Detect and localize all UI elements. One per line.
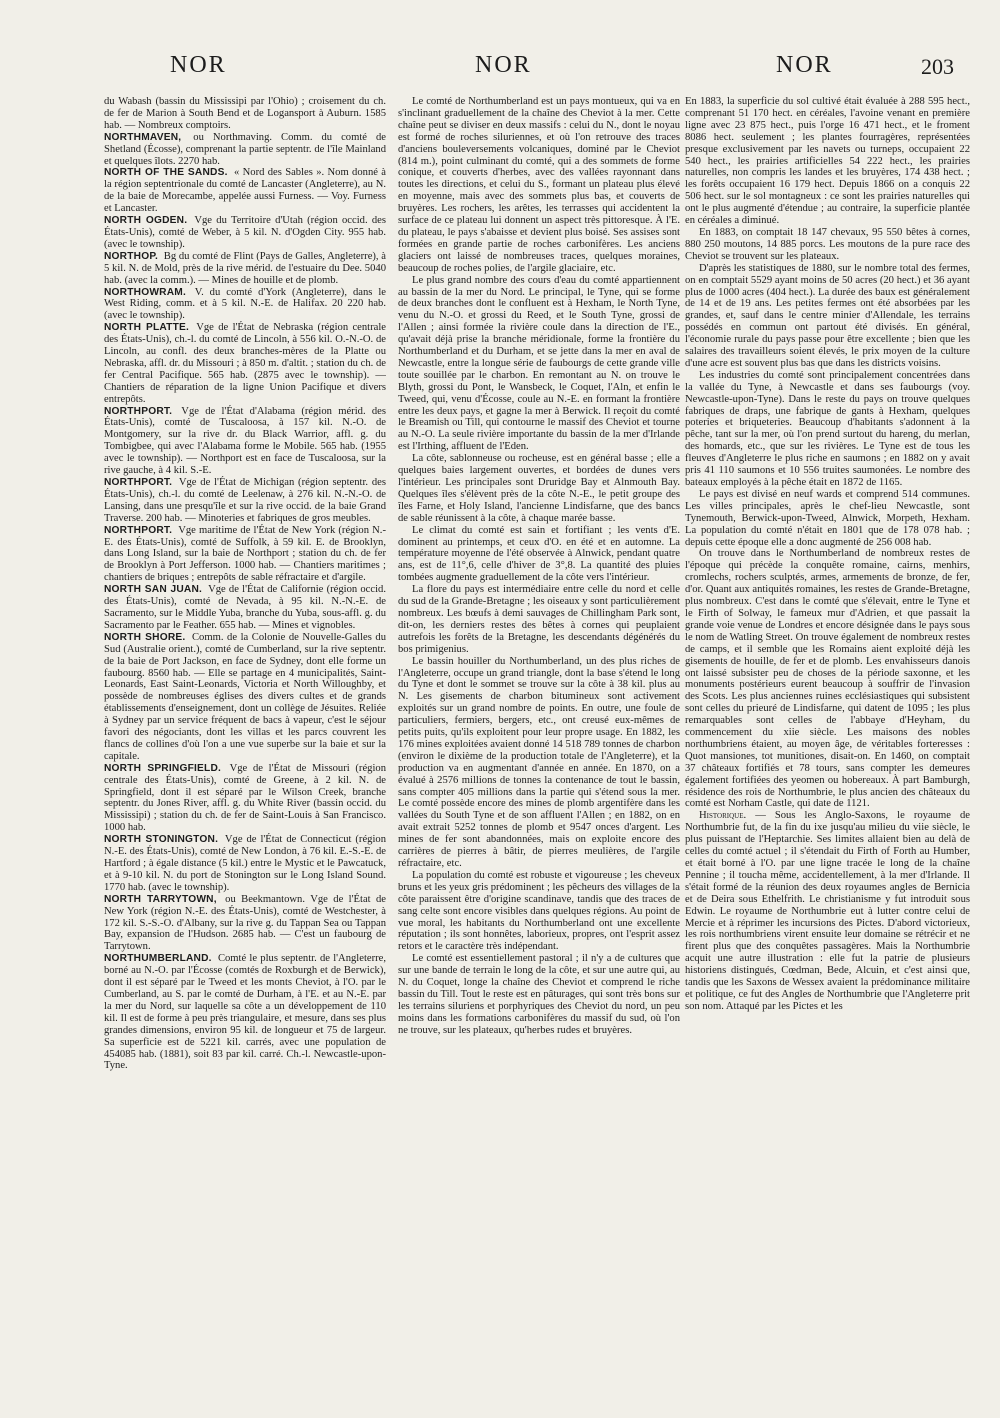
- dictionary-entry: [104, 953, 386, 1072]
- body-paragraph: [398, 870, 680, 953]
- entry-text: ou Beekmantown. Vge de l'État de New York (région N.-E. des États-Unis), comté de Westchester, à 172 kil. S.-S.-O. d'Albany, sur la rive g. du Tappan Sea ou Tappan Bay, expansion de l'Hudson. 2685 hab. — C'est un faubourg de Tarrytown.: [104, 893, 386, 953]
- entry-headword: NORTHMAVEN,: [104, 131, 182, 143]
- entry-text: Vge de l'État de Californie (région occid. des États-Unis), comté de Nevada, à 95 kil. N.-N.-E. de Sacramento, sur le Middle Yuba, branche du Yuba, sous-affl. g. du Sacramento par le Feather. 655 hab. — Mines et vignobles.: [104, 584, 386, 631]
- body-paragraph: [398, 656, 680, 870]
- body-paragraph: [685, 489, 970, 549]
- dictionary-entry: [104, 584, 386, 632]
- entry-text: Vge de l'État de Nebraska (région centrale des États-Unis), ch.-l. du comté de Lincoln, à 556 kil. O.-N.-O. de Lincoln, au confl. des deux branches-mères de la Platte ou Nebraska, affl. dr. du Missouri ; à 850 m. d'altit. ; station du ch. de fer Central Pacifique. 565 hab. (2875 avec le township). — Chantiers de réparation de la ligne Union Pacifique et divers entrepôts.: [104, 322, 386, 405]
- entry-headword: NORTH OGDEN.: [104, 215, 188, 227]
- paragraph-text: En 1883, on comptait 18 147 chevaux, 95 550 bêtes à cornes, 880 250 moutons, 14 885 porcs. Les moutons de la pure race des Cheviot se trouvent sur les plateaux.: [685, 226, 970, 262]
- paragraph-text: Le plus grand nombre des cours d'eau du comté appartiennent au bassin de la mer du Nord. Le principal, le Tyne, qui se forme de deux branches dont le confluent est à Hexham, le North Tyne, venu du N.-O. et grossi du Reed, et le South Tyne, grossi de l'Allen ; ainsi formée la rivière coule dans la direction de l'E., qu'avait déjà prise la branche méridionale, forme la frontière du Northumberland et du Durham, et se jette dans la mer en aval de Newcastle, entre la longue série de faubourgs de cette grande ville toute souillée par le charbon. En remontant au N. on trouve le Blyth, grossi du Pont, le Wansbeck, le Coquet, l'Aln, et enfin le Tweed, qui, venu d'Écosse, coule au N.-E. en formant la frontière entre les deux pays, et gagne la mer à Berwick. Il reçoit du comté le Breamish ou Till, qui contourne le massif des Cheviot et tourne au N.-O. La seule rivière importante du bassin de la mer d'Irlande est l'Irthing, affluent de l'Eden.: [398, 274, 680, 453]
- entry-headword: NORTHPORT.: [104, 477, 173, 488]
- body-paragraph: [398, 584, 680, 655]
- body-paragraph: [685, 548, 970, 810]
- paragraph-text: D'après les statistiques de 1880, sur le nombre total des fermes, on en comptait 5529 ayant moins de 50 acres (20 hect.) et 36 ayant plus de 1000 acres (404 hect.). La durée des baux est généralement de 14 et de 19 ans. Les petites fermes ont été absorbées par les grandes, et, sauf dans le centre minier d'Allendale, les terrains possédés en commun ont partout été divisés. En général, l'économie rurale du pays passe pour être excellente ; bien que les salaires des travailleurs soient élevés, le prix moyen de la culture d'une acre est souvent plus bas que dans les districts voisins.: [685, 262, 970, 369]
- entry-text: Comm. de la Colonie de Nouvelle-Galles du Sud (Australie orient.), comté de Cumberland, sur la rive septentr. de la baie de Port Jackson, en face de Sydney, dont elle forme un faubourg. 8560 hab. — Elle se partage en 4 municipalités, Saint-Leonards, East Saint-Leonards, Victoria et North Willoughby, et possède de nombreuses églises des divers cultes et de grands établissements d'enseignement, dont un collège de Jésuites. Reliée à Sydney par un service fréquent de bacs à vapeur, c'est le séjour favori des négociants, dont les villas et les parcs couvrent les flancs de collines d'où l'on a une vue superbe sur la baie et sur la capitale.: [104, 631, 386, 762]
- section-label: Historique.: [699, 810, 747, 822]
- entry-text: Vge maritime de l'État de New York (région N.-E. des États-Unis), comté de Suffolk, à 59 kil. E. de Brooklyn, dans Long Island, sur la baie de Northport ; station du ch. de fer de Brooklyn à Port Jefferson. 1000 hab. — Chantiers maritimes ; chantiers de briques ; entrepôts de sable réfractaire et d'argile.: [104, 524, 386, 584]
- historique-paragraph: [685, 810, 970, 1012]
- entry-text: ou Northmaving. Comm. du comté de Shetland (Écosse), comprenant la partie septentr. de l'île Mainland et quelques îlots. 2270 hab.: [104, 131, 386, 167]
- entry-headword: NORTH PLATTE.: [104, 322, 190, 334]
- dictionary-entry: [104, 525, 386, 585]
- headword-left: NOR: [170, 52, 227, 78]
- paragraph-text: La population du comté est robuste et vigoureuse ; les cheveux bruns et les yeux gris prédominent ; les pêcheurs des villages de la côte paraissent être d'origine scandinave, tandis que des traces de sang celte sont encore visibles dans quelques régions. Au point de vue moral, les habitants du Northumberland ont une excellente réputation ; ils sont honnêtes, laborieux, propres, ont l'esprit assez retors et le caractère très indépendant.: [398, 869, 680, 953]
- running-header: [90, 52, 960, 92]
- body-paragraph: [685, 227, 970, 263]
- entry-text: V. du comté d'York (Angleterre), dans le West Riding, comm. et à 5 kil. N.-E. de Halifax. 20 220 hab. (avec le township).: [104, 286, 386, 322]
- entry-text: Vge de l'État de Connecticut (région N.-E. des États-Unis), comté de New London, à 76 kil. E.-S.-E. de Hartford ; à égale distance (5 kil.) entre le Mystic et le Pawcatuck, et à 9-10 kil. N. du port de Stonington sur le Long Island Sound. 1770 hab. (avec le township).: [104, 834, 386, 893]
- paragraph-text: Le comté est essentiellement pastoral ; il n'y a de cultures que sur une bande de terrain le long de la côte, et sur une autre qui, au N. du Coquet, longe la chaîne des Cheviot et comprend le riche bassin du Till. Tout le reste est en pâturages, qui sont très bons sur les terrains siluriens et porphyriques des Cheviot du nord, un peu moins dans les formations carbonifères du massif du sud, où l'on ne trouve, sur les plateaux, qu'herbes rudes et bruyères.: [398, 953, 680, 1036]
- column-2: [398, 96, 680, 1396]
- dictionary-entry: [104, 132, 386, 168]
- entry-headword: NORTHOP.: [104, 250, 159, 262]
- body-paragraph: [398, 953, 680, 1036]
- dictionary-entry: [104, 834, 386, 894]
- body-paragraph: [685, 263, 970, 370]
- entry-headword: NORTHPORT.: [104, 524, 173, 536]
- entry-text: Comté le plus septentr. de l'Angleterre, borné au N.-O. par l'Écosse (comtés de Roxburgh et de Berwick), dont il est séparé par le Tweed et les monts Cheviot, à l'O. par le Cumberland, au S. par le comté de Durham, à l'E. et au N.-E. par la mer du Nord, sur laquelle sa côte a un développement de 110 kil. Il est de forme à peu près triangulaire, et mesure, dans ses plus grandes dimensions, environ 95 kil. de longueur et 75 de largeur. Sa superficie est de 5221 kil. carrés, avec une population de 454085 hab. (1881), soit 83 par kil. carré. Ch.-l. Newcastle-upon-Tyne.: [104, 953, 386, 1072]
- paragraph-text: Le pays est divisé en neuf wards et comprend 514 communes. Les villes principales, après le chef-lieu Newcastle, sont Tynemouth, Berwick-upon-Tweed, Alnwick, Morpeth, Hexham. La population du comté n'était en 1801 que de 178 078 hab. ; depuis cette époque elle a donc augmenté de 256 008 hab.: [685, 488, 970, 548]
- paragraph-text: Les industries du comté sont principalement concentrées dans la vallée du Tyne, à Newcastle et dans ses faubourgs (voy. Newcastle-upon-Tyne). Dans le reste du pays on trouve quelques fabriques de draps, une fabrique de gants à Hexham, quelques poteries et briqueteries. Beaucoup d'habitants s'adonnent à la pêche, tant sur la mer, où l'on prend surtout du hareng, du merlan, des homards, etc., que sur les rivières. Le Tyne est de tous les fleuves d'Angleterre le plus riche en saumons ; en 1882 on y avait pris 41 110 saumons et 10 556 truites saumonées. Le nombre des bateaux employés à la pêche était en 1872 de 1165.: [685, 369, 970, 488]
- entry-headword: NORTH TARRYTOWN,: [104, 893, 217, 905]
- text-columns: [104, 96, 970, 1396]
- paragraph-text: La flore du pays est intermédiaire entre celle du nord et celle du sud de la Grande-Bretagne ; les oiseaux y sont particulièrement nombreux. Les bœufs à demi sauvages de Chillingham Park sont, dit-on, les derniers restes des bêtes à cornes qui peuplaient autrefois les forêts de la Bretagne, les descendants dégénérés du bos primigenius.: [398, 584, 680, 655]
- entry-headword: NORTH OF THE SANDS.: [104, 167, 228, 179]
- column-3: [685, 96, 970, 1396]
- entry-text: Bg du comté de Flint (Pays de Galles, Angleterre), à 5 kil. N. de Mold, près de la rive mérid. de l'estuaire du Dee. 5040 hab. (avec la comm.). — Mines de houille et de plomb.: [104, 250, 386, 286]
- paragraph-text: Le bassin houiller du Northumberland, un des plus riches de l'Angleterre, occupe un grand triangle, dont la base s'étend le long du Tyne et dont le sommet se trouve sur la côte à 38 kil. plus au N. Les gisements de charbon bitumineux sont activement exploités sur un grand nombre de points. En outre, une foule de particuliers, fermiers, bergers, etc., ont creusé eux-mêmes de petits puits, qu'ils exploitent pour leur propre usage. En 1882, les 176 mines exploitées avaient donné 14 518 789 tonnes de charbon (environ le dixième de la production totale de l'Angleterre), et la production va en augmentant d'année en année. En 1870, on a évalué à 2576 millions de tonnes la contenance de tout le bassin, sans compter 405 millions dans la partie qui s'étend sous la mer. Le comté possède encore des mines de plomb argentifère dans les vallées du South Tyne et de son affluent l'Allen ; en 1882, on en avait extrait 5252 tonnes de plomb et 9547 onces d'argent. Les mines de fer sont abandonnées, mais on exploite encore des carrières de pierres à bâtir, de pierres meulières, de l'argile réfractaire, etc.: [398, 655, 680, 869]
- body-paragraph: [398, 275, 680, 454]
- paragraph-text: — Sous les Anglo-Saxons, le royaume de Northumbrie fut, de la fin du ixe jusqu'au milieu du viie siècle, le plus puissant de l'Heptarchie. Ses limites allaient bien au delà de celles du comté actuel ; il s'étendait du Firth of Forth au Humber, et était borné à l'O. par une ligne tracée le long de la chaîne Pennine ; il toucha même, accidentellement, à la mer d'Irlande. Il s'était formé de la réunion des deux royaumes angles de Bernicia et de Deira sous Ethelfrith. Le christianisme y fut introduit sous Edwin. Le royaume de Northumbrie eut à lutter contre celui de Mercie et à réprimer les incursions des Pictes. D'abord victorieux, les rois northumbriens virent ensuite leur domaine se rétrécir et ne firent plus que des conquêtes passagères. Mais la Northumbrie acquit une autre illustration : elle fut la patrie de plusieurs historiens distingués, Cœdman, Bede, Alcuin, et c'est ainsi que, tandis que les Saxons de Wessex avaient la prédominance militaire et politique, ce fut des Angles de Northumbrie que l'Angleterre prit son nom. Attaqué par les Pictes et les: [685, 810, 970, 1012]
- dictionary-entry: [104, 215, 386, 251]
- paragraph-text: Le comté de Northumberland est un pays montueux, qui va en s'inclinant graduellement de la chaîne des Cheviot à la mer. Cette chaîne peut se diviser en deux massifs : celui du N., dont le noyau est formé de roches siluriennes, et où l'on retrouve des traces d'anciens bouleversements volcaniques, dominé par le Cheviot (814 m.), point culminant du comté, qui a des sommets de forme conique, et couverts d'herbes, avec des vallées rayonnant dans toutes les directions, et celui du S., formant un plateau plus élevé en moyenne, mais avec des sommets plus bas, et couverts de bruyères. Les rochers, les arêtes, les terrasses qui accidentent la surface de ce plateau lui donnent un aspect très pittoresque. À l'E. du plateau, le pays s'abaisse et devient plus boisé. Ses assises sont formées en grande partie de roches carbonifères. Les anciens glaciers ont laissé de nombreuses traces, quelques moraines, beaucoup de roches polies, de l'argile glaciaire, etc.: [398, 96, 680, 274]
- dictionary-entry: [104, 167, 386, 215]
- entry-headword: NORTH STONINGTON.: [104, 834, 219, 846]
- dictionary-entry: [104, 322, 386, 405]
- dictionary-entry: [104, 251, 386, 287]
- entry-text: Vge de l'État de Michigan (région septentr. des États-Unis), ch.-l. du comté de Leelenaw, à 276 kil. N.-N.-O. de Lansing, dans une presqu'île et sur la rive occid. de la baie Grand Traverse. 200 hab. — Minoteries et fabriques de gros meubles.: [104, 477, 386, 524]
- dictionary-entry: [104, 477, 386, 525]
- entry-text: Vge de l'État de Missouri (région centrale des États-Unis), comté de Greene, à 2 kil. N. de Springfield, dont il est séparé par le Wilson Creek, branche septentr. du Jones River, affl. g. du White River (bassin occid. du Mississipi) ; station du ch. de fer de Saint-Louis à San Francisco. 1000 hab.: [104, 762, 386, 834]
- entry-text: Vge du Territoire d'Utah (région occid. des États-Unis), comté de Weber, à 5 kil. N. d'Ogden City. 955 hab. (avec le township).: [104, 215, 386, 250]
- body-paragraph: [685, 96, 970, 227]
- entry-headword: NORTH SHORE.: [104, 631, 186, 643]
- paragraph-text: Le climat du comté est sain et fortifiant ; les vents d'E. dominent au printemps, et ceux d'O. en été et en automne. La température moyenne de l'été observée à Alnwick, pendant quatre ans, est de 11°,6, celle d'hiver de 3°,8. La quantité des pluies tombées augmente graduellement de la côte vers l'intérieur.: [398, 524, 680, 584]
- dictionary-entry: [104, 632, 386, 763]
- body-paragraph: [398, 96, 680, 275]
- entry-text: Vge de l'État d'Alabama (région mérid. des États-Unis), comté de Tuscaloosa, à 157 kil. N.-O. de Montgomery, sur la rive dr. du Black Warrior, affl. g. du Tombigbee, qui avec l'Alabama forme le Mobile. 565 hab. (1955 avec le township). — Northport est en face de Tuscaloosa, sur la rive gauche, à 4 kil. S.-E.: [104, 405, 386, 477]
- entry-headword: NORTH SAN JUAN.: [104, 584, 203, 596]
- body-paragraph: [398, 453, 680, 524]
- paragraph-text: On trouve dans le Northumberland de nombreux restes de l'époque qui précède la conquête romaine, cairns, menhirs, cromlechs, rochers sculptés, armes, armements de bronze, de fer, d'or. Quant aux antiquités romaines, les restes de Grande-Bretagne, plus nombreux. C'est dans le comté que s'élevait, entre le Tyne et le Firth of Solway, le fameux mur d'Adrien, et que passait la grande voie venue de Londres et encore désignée dans le pays sous le nom de Watling Street. On trouve également de nombreux restes de camps, et il semble que les Romains aient exploité déjà les gisements de houille, de fer et de plomb. Les envahisseurs danois ont laissé subsister peu de choses de la période saxonne, et les monuments postérieurs eurent beaucoup à souffrir de l'invasion des Scots. Les plus anciennes ruines ecclésiastiques qui subsistent sont celles du prieuré de Lindisfarne, qui datent de 1095 ; les plus remarquables sont celles de l'abbaye d'Heyham, du commencement du xiie siècle. Les maisons des nobles northumbriens étaient, au moyen âge, de véritables forteresses : Quot mansiones, tot munitiones, disait-on. En 1460, on comptait 37 châteaux fortifiés et 78 tours, sans compter les demeures également fortifiées des yeomen ou hobereaux. À part Bamburgh, résidence des rois de Northumbrie, le plus ancien des châteaux du comté est Norham Castle, qui date de 1121.: [685, 548, 970, 810]
- continued-entry: [104, 96, 386, 132]
- body-paragraph: [685, 370, 970, 489]
- dictionary-entry: [104, 894, 386, 954]
- headword-center: NOR: [475, 52, 532, 78]
- paragraph-text: La côte, sablonneuse ou rocheuse, est en général basse ; elle a quelques baies largement ouvertes, et bordées de dunes vers l'intérieur. Les principales sont Druridge Bay et Alnmouth Bay. Quelques îles s'élèvent près de la côte N.-E., le petit groupe des îles Farne, et Holy Island, l'ancienne Lindisfarne, que des bancs de sable réunissent à la côte, à chaque marée basse.: [398, 453, 680, 524]
- headword-right: NOR: [776, 52, 833, 78]
- dictionary-entry: [104, 763, 386, 834]
- entry-text: du Wabash (bassin du Mississipi par l'Ohio) ; croisement du ch. de fer de Marion à South Bend et de Logansport à Auburn. 1585 hab. — Nombreux comptoirs.: [104, 96, 386, 131]
- column-1: [104, 96, 386, 1396]
- paragraph-text: En 1883, la superficie du sol cultivé était évaluée à 288 595 hect., comprenant 51 170 hect. en céréales, l'avoine venant en première ligne avec 23 875 hect., puis l'orge 16 471 hect., et le froment 8086 hect. seulement ; les plantes fourragères, représentées presque exclusivement par les navets ou turneps, occupaient 22 540 hect., les prairies artificielles 54 222 hect., les prairies naturelles, non compris les landes et les bruyères, 174 438 hect. ; les forêts occupaient 16 179 hect. Depuis 1866 on a conquis 22 506 hect. sur le sol montagneux : ce sont les prairies naturelles qui ont le plus augmenté d'étendue ; au contraire, la superficie plantée en céréales a diminué.: [685, 96, 970, 227]
- entry-headword: NORTHUMBERLAND.: [104, 953, 212, 965]
- entry-headword: NORTHPORT.: [104, 405, 173, 417]
- dictionary-entry: [104, 406, 386, 477]
- entry-headword: NORTHOWRAM.: [104, 286, 186, 298]
- dictionary-entry: [104, 287, 386, 323]
- page-number: 203: [921, 54, 954, 79]
- entry-text: « Nord des Sables ». Nom donné à la région septentrionale du comté de Lancaster (Angleterre), au N. de la baie de Morecambe, appelée aussi Furness. — Voy. Furness et Lancaster.: [104, 167, 386, 215]
- body-paragraph: [398, 525, 680, 585]
- entry-headword: NORTH SPRINGFIELD.: [104, 762, 222, 774]
